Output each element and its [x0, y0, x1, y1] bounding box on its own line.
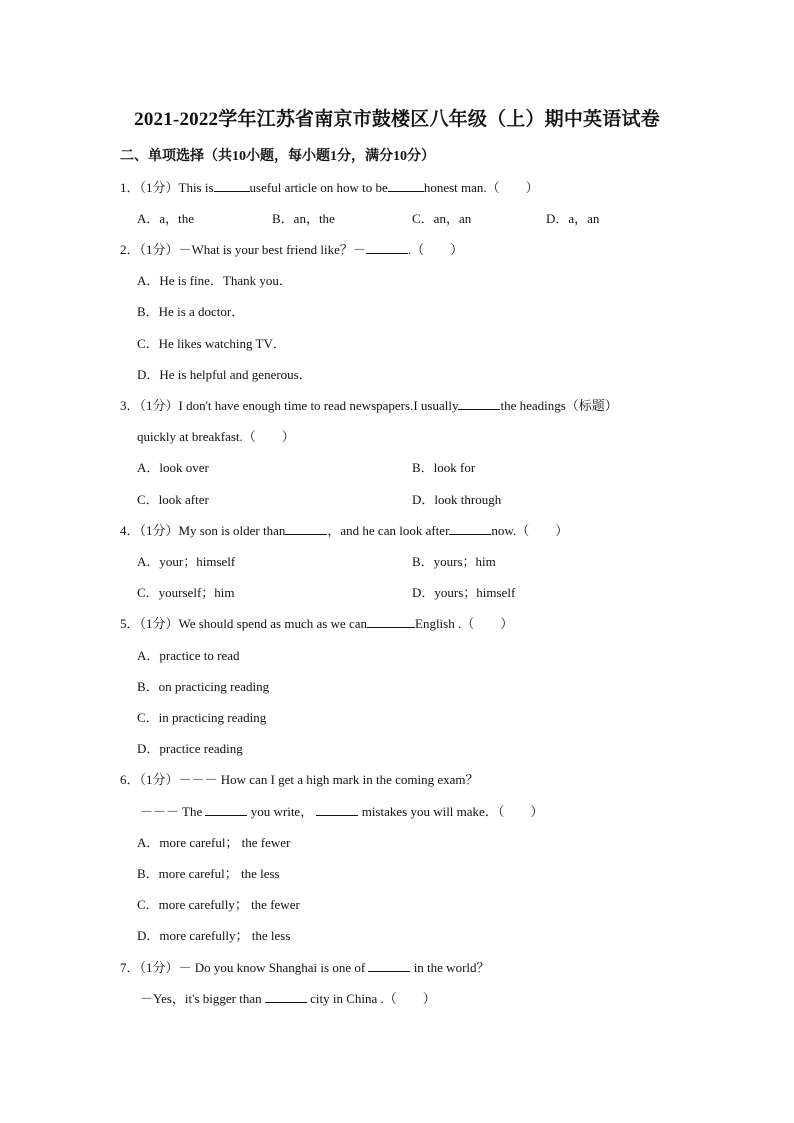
answer-blank [388, 179, 424, 192]
q4-option-c: C．yourself；him [137, 585, 235, 600]
q1-option-a: A．a，the [137, 211, 195, 226]
q2-option-d: D．He is helpful and generous． [137, 367, 312, 382]
question-1-stem [120, 177, 539, 196]
q6-option-b: B．more careful； the less [137, 866, 280, 881]
answer-blank [285, 522, 327, 535]
question-2-stem [120, 239, 463, 258]
answer-blank [367, 615, 415, 628]
q4-option-d: D．yours；himself [412, 585, 516, 600]
answer-blank [366, 241, 408, 254]
q1-option-d: D．a，an [546, 211, 600, 226]
question-text: mistakes you will make．（ ） [361, 804, 544, 819]
q4-option-b: B．yours；him [412, 554, 496, 569]
answer-blank [449, 522, 491, 535]
q5-option-a: A．practice to read [137, 648, 240, 663]
q2-option-a: A．He is fine．Thank you． [137, 273, 292, 288]
question-7-stem [120, 957, 490, 976]
question-text: 7．（1分）－ Do you know Shanghai is one of [120, 960, 366, 975]
q3-option-c: C．look after [137, 492, 209, 507]
q6-option-c: C．more carefully； the fewer [137, 897, 300, 912]
question-text: city in China .（ ） [310, 991, 436, 1006]
question-text: －Yes，it's bigger than [140, 991, 262, 1006]
q5-option-b: B．on practicing reading [137, 679, 270, 694]
answer-blank [368, 959, 410, 972]
page-title: 2021-2022学年江苏省南京市鼓楼区八年级（上）期中英语试卷 [134, 109, 660, 130]
question-text: .（ ） [407, 242, 464, 257]
question-text: 3．（1分）I don't have enough time to read newspapers.I usually [120, 398, 459, 413]
q2-option-b: B．He is a doctor． [137, 304, 245, 319]
q4-option-a: A．your；himself [137, 554, 236, 569]
question-text: the headings（标题） [500, 398, 618, 413]
question-text: in the world？ [413, 960, 490, 975]
section-title: 二、单项选择（共10小题，每小题1分，满分10分） [120, 149, 435, 164]
answer-blank [316, 803, 358, 816]
q5-option-c: C．in practicing reading [137, 710, 267, 725]
question-text: －－－ The [140, 804, 203, 819]
q1-option-c: C．an，an [412, 211, 472, 226]
question-6-stem-cont [140, 801, 543, 820]
question-text: 1．（1分）This is [120, 180, 214, 195]
q5-option-d: D．practice reading [137, 741, 243, 756]
q3-option-d: D．look through [412, 492, 502, 507]
q1-option-b: B．an，the [272, 211, 335, 226]
q3-option-b: B．look for [412, 460, 476, 475]
question-7-stem-cont [140, 988, 436, 1007]
q3-option-a: A．look over [137, 460, 209, 475]
question-text: useful article on how to be [249, 180, 388, 195]
question-text: now.（ ） [491, 523, 569, 538]
answer-blank [458, 397, 500, 410]
question-6-stem: 6．（1分）－－－ How can I get a high mark in the coming exam？ [120, 772, 479, 787]
question-3-stem-cont: quickly at breakfast.（ ） [137, 429, 295, 444]
q2-option-c: C．He likes watching TV． [137, 336, 286, 351]
question-4-stem [120, 520, 568, 539]
question-text: 2．（1分）－What is your best friend like？－ [120, 242, 366, 257]
question-text: 4．（1分）My son is older than [120, 523, 286, 538]
question-text: honest man.（ ） [423, 180, 539, 195]
question-text: 5．（1分）We should spend as much as we can [120, 616, 367, 631]
question-text: you write， [250, 804, 314, 819]
question-text: English .（ ） [415, 616, 514, 631]
q6-option-a: A．more careful； the fewer [137, 835, 291, 850]
question-3-stem [120, 395, 618, 414]
answer-blank [205, 803, 247, 816]
answer-blank [265, 990, 307, 1003]
q6-option-d: D．more carefully； the less [137, 928, 291, 943]
question-5-stem [120, 613, 513, 632]
question-text: ，and he can look after [327, 523, 450, 538]
answer-blank [214, 179, 250, 192]
